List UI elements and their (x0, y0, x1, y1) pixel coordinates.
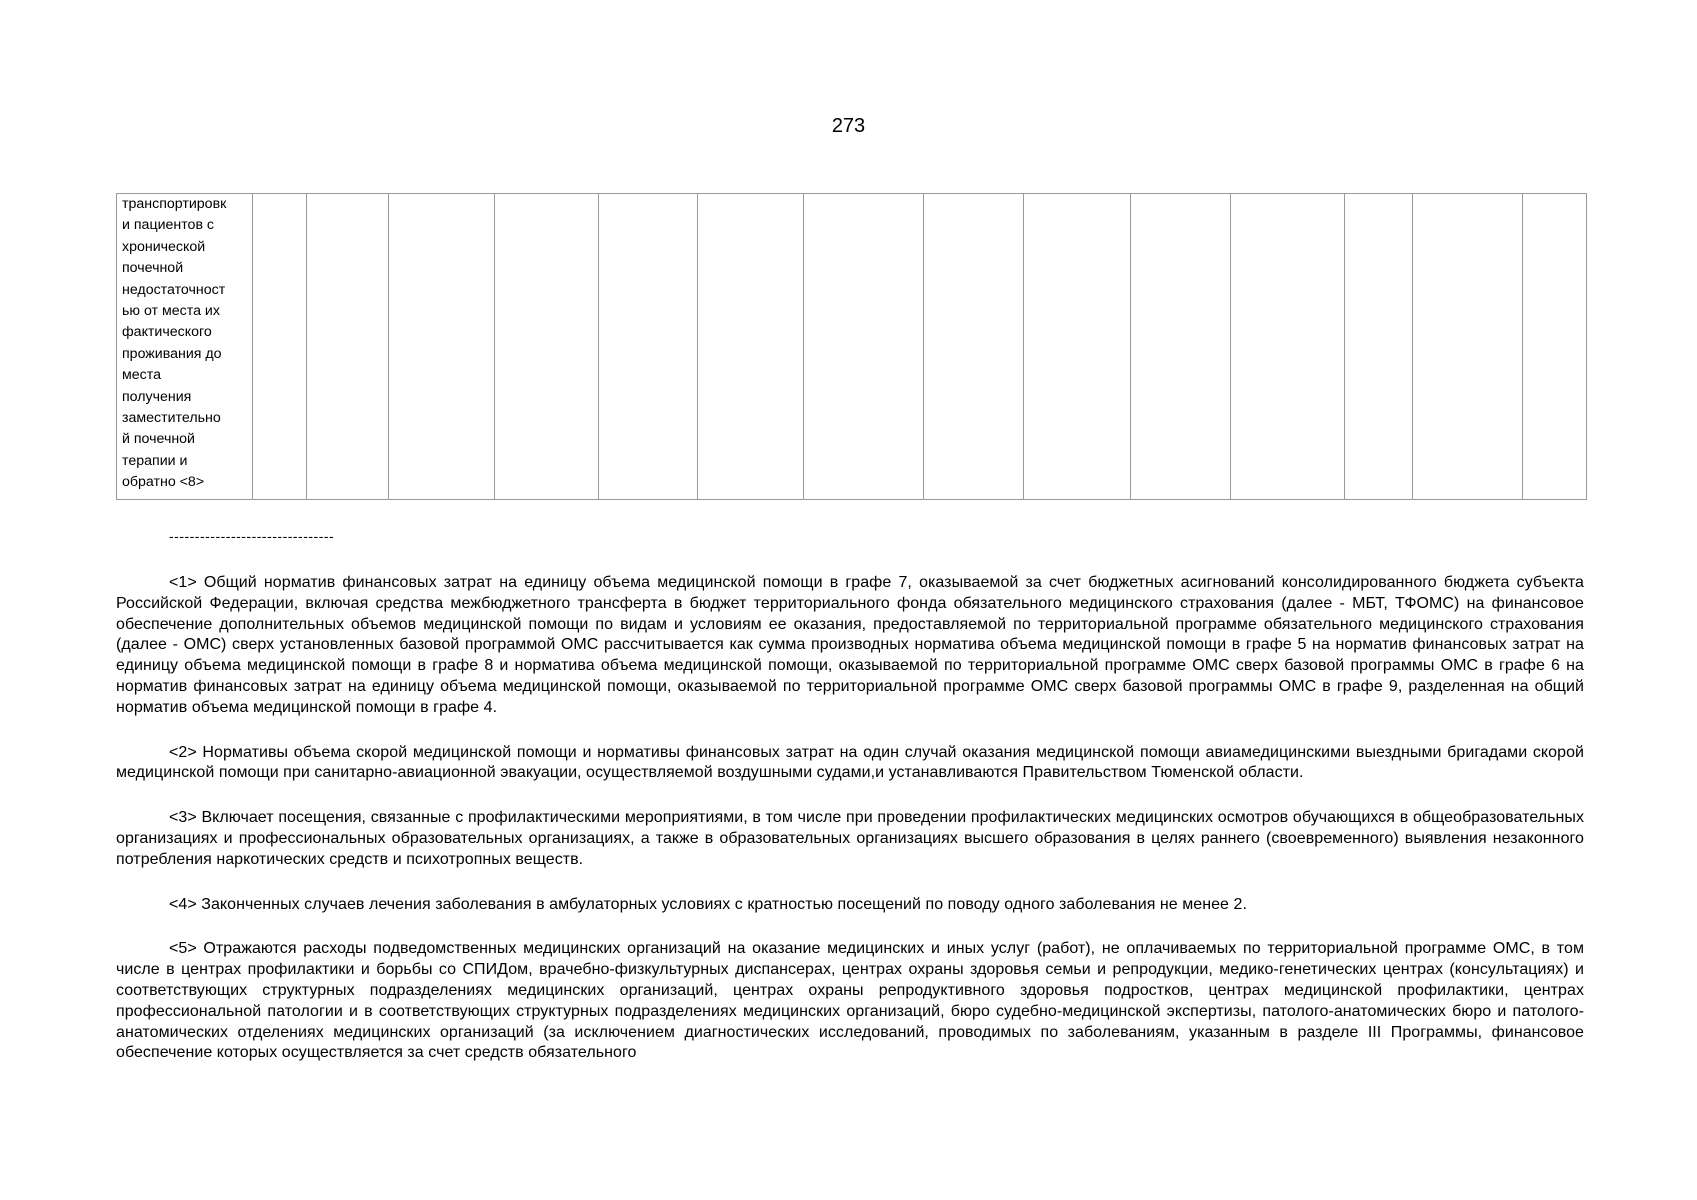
table-cell-empty (389, 194, 495, 500)
cell-text-line: почечной (122, 260, 184, 277)
table-row (117, 194, 1587, 500)
footnote-1: <1> Общий норматив финансовых затрат на единицу объема медицинской помощи в графе 7, оказываемой за счет бюджетных асигнований консолидированного бюджета субъекта Российской Федерации, включая средства межбюджетного трансферта в бюджет территориального фонда обязательного медицинского страхования (далее - МБТ, ТФОМС) на финансовое обеспечение дополнительных объемов медицинской помощи по видам и условиям ее оказания, предоставляемой по территориальной программе обязательного медицинского страхования (далее - ОМС) сверх установленных базовой программой ОМС рассчитывается как сумма производных норматива объема медицинской помощи в графе 5 на норматив финансовых затрат на единицу объема медицинской помощи в графе 8 и норматива объема медицинской помощи, оказываемой по территориальной программе ОМС сверх базовой программы ОМС в графе 6 на норматив финансовых затрат на единицу объема медицинской помощи, оказываемой по территориальной программе ОМС сверх базовой программы ОМС в графе 9, разделенная на общий норматив объема медицинской помощи в графе 4. (116, 574, 1584, 716)
page-number: 273 (831, 115, 866, 137)
table-cell-empty (599, 194, 698, 500)
cell-text-line: транспортировк (122, 196, 227, 212)
cell-text-line: и пациентов с (122, 217, 215, 234)
footnote-4: <4> Законченных случаев лечения заболевания в амбулаторных условиях с кратностью посещений по поводу одного заболевания не менее 2. (169, 895, 1247, 913)
cell-text-line: получения (122, 388, 192, 405)
footnote-3: <3> Включает посещения, связанные с профилактическими мероприятиями, в том числе при проведении профилактических медицинских осмотров обучающихся в общеобразовательных организациях и профессиональных образовательных организациях, а также в образовательных организациях высшего образования в целях раннего (своевременного) выявления незаконного потребления наркотических средств и психотропных веществ. (116, 809, 1584, 868)
table-cell-empty (1523, 194, 1587, 500)
table-cell-empty (1231, 194, 1345, 500)
data-table-fragment (116, 193, 1587, 500)
cell-text-line: недостаточност (122, 281, 226, 298)
table-cell-empty (1413, 194, 1523, 500)
footnote-2: <2> Нормативы объема скорой медицинской помощи и нормативы финансовых затрат на один случай оказания медицинской помощи авиамедицинскими выездными бригадами скорой медицинской помощи при санитарно-авиационной эвакуации, осуществляемой воздушными судами,и устанавливаются Правительством Тюменской области. (116, 743, 1584, 782)
table-cell-empty (307, 194, 389, 500)
table-cell-empty (495, 194, 599, 500)
table-cell-empty (1131, 194, 1231, 500)
cell-text-line: терапии и (122, 452, 188, 469)
table-cell-empty (253, 194, 307, 500)
footnote-5: <5> Отражаются расходы подведомственных медицинских организаций на оказание медицинских и иных услуг (работ), не оплачиваемых по территориальной программе ОМС, в том числе в центрах профилактики и борьбы со СПИДом, врачебно-физкультурных диспансерах, центрах охраны здоровья семьи и репродукции, медико-генетических центрах (консультациях) и соответствующих структурных подразделениях медицинских организаций, центрах охраны репродуктивного здоровья подростков, центрах медицинской профилактики, центрах профессиональной патологии и в соответствующих структурных подразделениях медицинских организаций, бюро судебно-медицинской экспертизы, патолого-анатомических бюро и патолого-анатомических отделениях медицинских организаций (за исключением диагностических исследований, проводимых по заболеваниям, указанным в разделе III Программы, финансовое обеспечение которых осуществляется за счет средств обязательного (116, 940, 1584, 1062)
cell-text-line: заместительно (122, 410, 221, 427)
cell-text-line: места (122, 367, 161, 384)
cell-text-line: хронической (122, 238, 206, 255)
table-cell-empty (1024, 194, 1131, 500)
footnotes-section (116, 573, 1584, 1088)
table-cell-empty (804, 194, 924, 500)
table-cell-empty (698, 194, 804, 500)
table-cell-empty (924, 194, 1024, 500)
table-cell-service-name (117, 194, 253, 500)
footnote-divider: -------------------------------- (169, 528, 335, 544)
table-cell-empty (1345, 194, 1413, 500)
cell-text-line: проживания до (122, 345, 222, 362)
cell-text-line: ью от места их (122, 303, 220, 320)
cell-text-line: й почечной (122, 431, 195, 448)
cell-text-line: фактического (122, 324, 212, 341)
cell-text-line: обратно <8> (122, 474, 205, 491)
